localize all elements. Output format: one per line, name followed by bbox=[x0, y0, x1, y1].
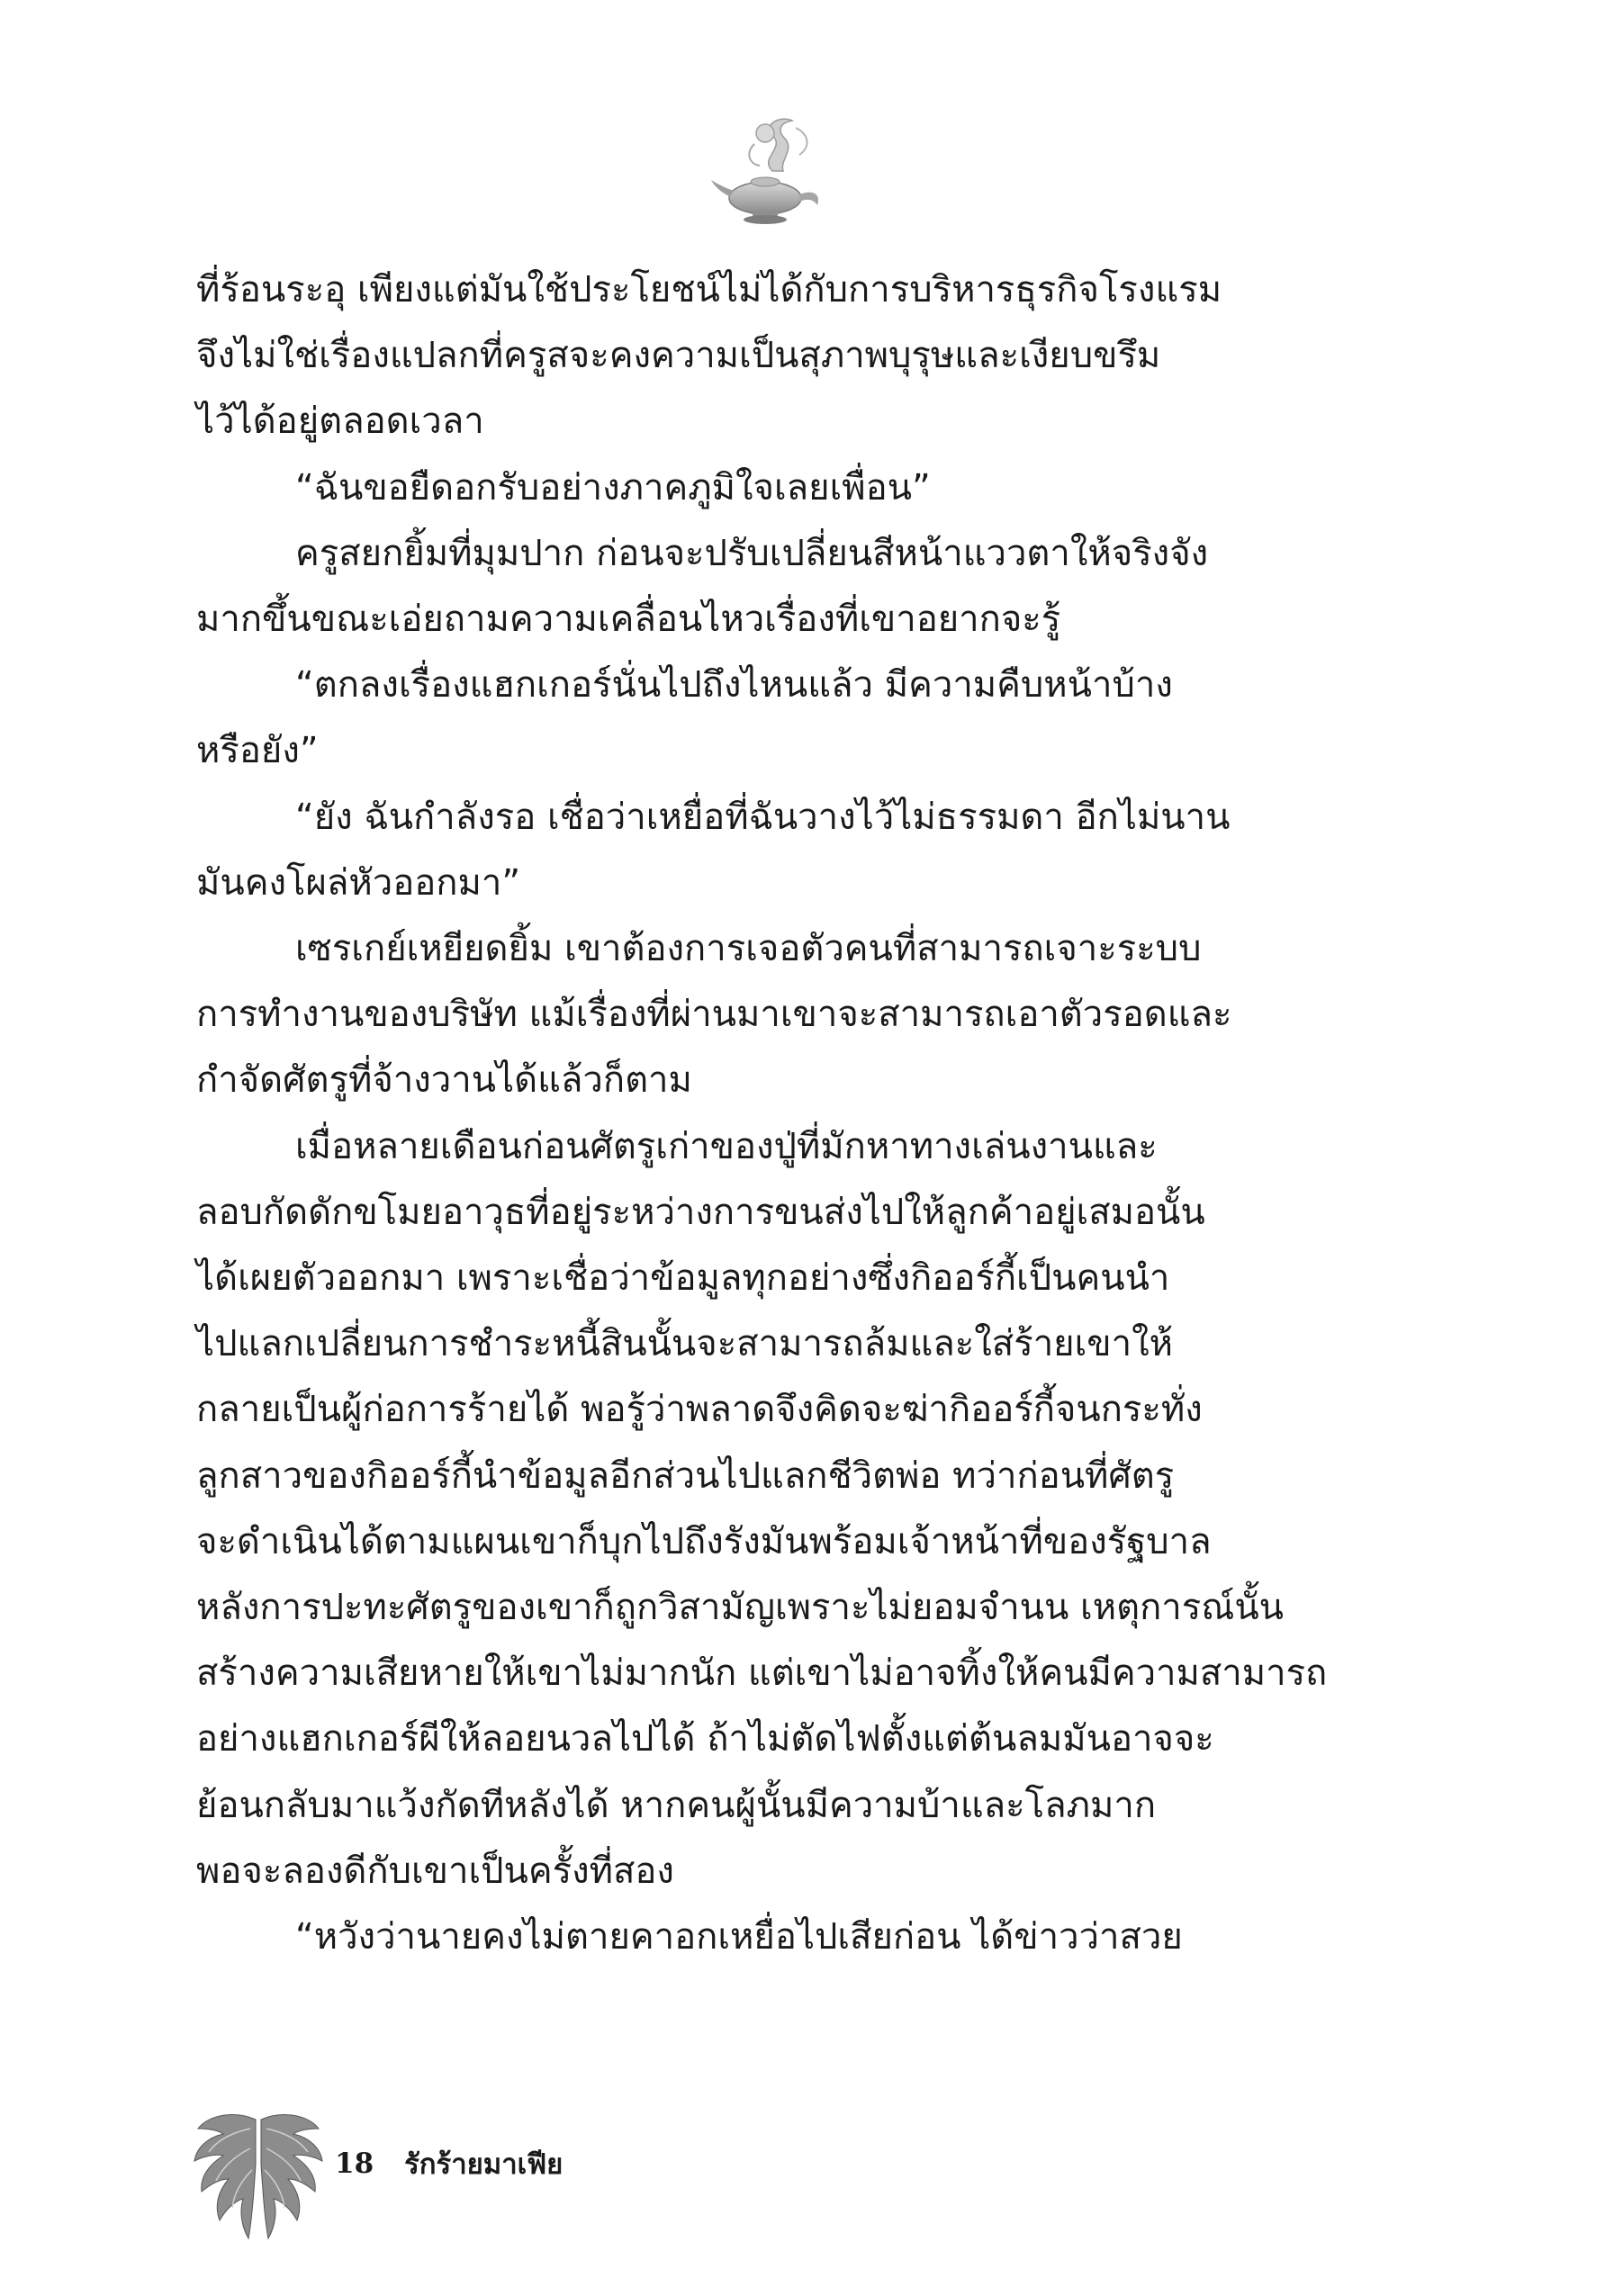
teapot-cupid-ornament-icon bbox=[709, 108, 826, 234]
paragraph bbox=[196, 1904, 1366, 1970]
text-line: มากขึ้นขณะเอ่ยถามความเคลื่อนไหวเรื่องที่เขาอยากจะรู้ bbox=[196, 599, 1061, 641]
text-line: จึงไม่ใช่เรื่องแปลกที่ครูสจะคงความเป็นสุภาพบุรุษและเงียบขรึม bbox=[196, 335, 1161, 377]
text-line: จะดำเนินได้ตามแผนเขาก็บุกไปถึงรังมันพร้อมเจ้าหน้าที่ของรัฐบาล bbox=[196, 1520, 1212, 1562]
body-text bbox=[196, 257, 1366, 1970]
text-line: “ฉันขอยืดอกรับอย่างภาคภูมิใจเลยเพื่อน” bbox=[295, 466, 931, 509]
paragraph bbox=[196, 653, 1366, 784]
text-line: “หวังว่านายคงไม่ตายคาอกเหยื่อไปเสียก่อน ได้ข่าวว่าสวย bbox=[295, 1916, 1183, 1958]
angel-wings-icon bbox=[191, 2102, 326, 2246]
text-line: ที่ร้อนระอุ เพียงแต่มันใช้ประโยชน์ไม่ได้กับการบริหารธุรกิจโรงแรม bbox=[196, 269, 1222, 311]
text-line: ไปแลกเปลี่ยนการชำระหนี้สินนั้นจะสามารถล้มและใส่ร้ายเขาให้ bbox=[196, 1323, 1173, 1365]
text-line: “ยัง ฉันกำลังรอ เชื่อว่าเหยื่อที่ฉันวางไว้ไม่ธรรมดา อีกไม่นาน bbox=[295, 796, 1231, 838]
text-line: ย้อนกลับมาแว้งกัดทีหลังได้ หากคนผู้นั้นมีความบ้าและโลภมาก bbox=[196, 1784, 1157, 1826]
text-line: ได้เผยตัวออกมา เพราะเชื่อว่าข้อมูลทุกอย่างซึ่งกิออร์กี้เป็นคนนำ bbox=[196, 1257, 1170, 1300]
paragraph bbox=[196, 785, 1366, 916]
text-line: “ตกลงเรื่องแฮกเกอร์นั่นไปถึงไหนแล้ว มีความคืบหน้าบ้าง bbox=[295, 664, 1173, 707]
text-line: สร้างความเสียหายให้เขาไม่มากนัก แต่เขาไม่อาจทิ้งให้คนมีความสามารถ bbox=[196, 1652, 1328, 1695]
text-line: ลูกสาวของกิออร์กี้นำข้อมูลอีกส่วนไปแลกชีวิตพ่อ ทว่าก่อนที่ศัตรู bbox=[196, 1454, 1175, 1497]
text-line: การทำงานของบริษัท แม้เรื่องที่ผ่านมาเขาจะสามารถเอาตัวรอดและ bbox=[196, 994, 1232, 1036]
page-number: 18 bbox=[335, 2147, 374, 2180]
page-footer bbox=[335, 2137, 563, 2191]
paragraph bbox=[196, 455, 1366, 521]
text-line: หรือยัง” bbox=[196, 730, 319, 772]
text-line: อย่างแฮกเกอร์ผีให้ลอยนวลไปได้ ถ้าไม่ตัดไฟตั้งแต่ต้นลมมันอาจจะ bbox=[196, 1718, 1214, 1760]
text-line: หลังการปะทะศัตรูของเขาก็ถูกวิสามัญเพราะไม่ยอมจำนน เหตุการณ์นั้น bbox=[196, 1587, 1285, 1629]
paragraph bbox=[196, 1114, 1366, 1904]
text-line: ไว้ได้อยู่ตลอดเวลา bbox=[196, 401, 484, 443]
text-line: มันคงโผล่หัวออกมา” bbox=[196, 861, 521, 904]
text-line: ครูสยกยิ้มที่มุมปาก ก่อนจะปรับเปลี่ยนสีหน้าแววตาให้จริงจัง bbox=[295, 532, 1209, 574]
text-line: พอจะลองดีกับเขาเป็นครั้งที่สอง bbox=[196, 1850, 674, 1892]
paragraph bbox=[196, 257, 1366, 455]
text-line: เซรเกย์เหยียดยิ้ม เขาต้องการเจอตัวคนที่สามารถเจาะระบบ bbox=[295, 928, 1202, 970]
paragraph bbox=[196, 521, 1366, 653]
paragraph bbox=[196, 916, 1366, 1114]
text-line: ลอบกัดดักขโมยอาวุธที่อยู่ระหว่างการขนส่งไปให้ลูกค้าอยู่เสมอนั้น bbox=[196, 1191, 1205, 1233]
text-line: กำจัดศัตรูที่จ้างวานได้แล้วก็ตาม bbox=[196, 1059, 692, 1102]
text-line: กลายเป็นผู้ก่อการร้ายได้ พอรู้ว่าพลาดจึงคิดจะฆ่ากิออร์กี้จนกระทั่ง bbox=[196, 1389, 1203, 1431]
text-line: เมื่อหลายเดือนก่อนศัตรูเก่าของปู่ที่มักหาทางเล่นงานและ bbox=[295, 1125, 1158, 1167]
book-title: รักร้ายมาเฟีย bbox=[404, 2148, 564, 2181]
